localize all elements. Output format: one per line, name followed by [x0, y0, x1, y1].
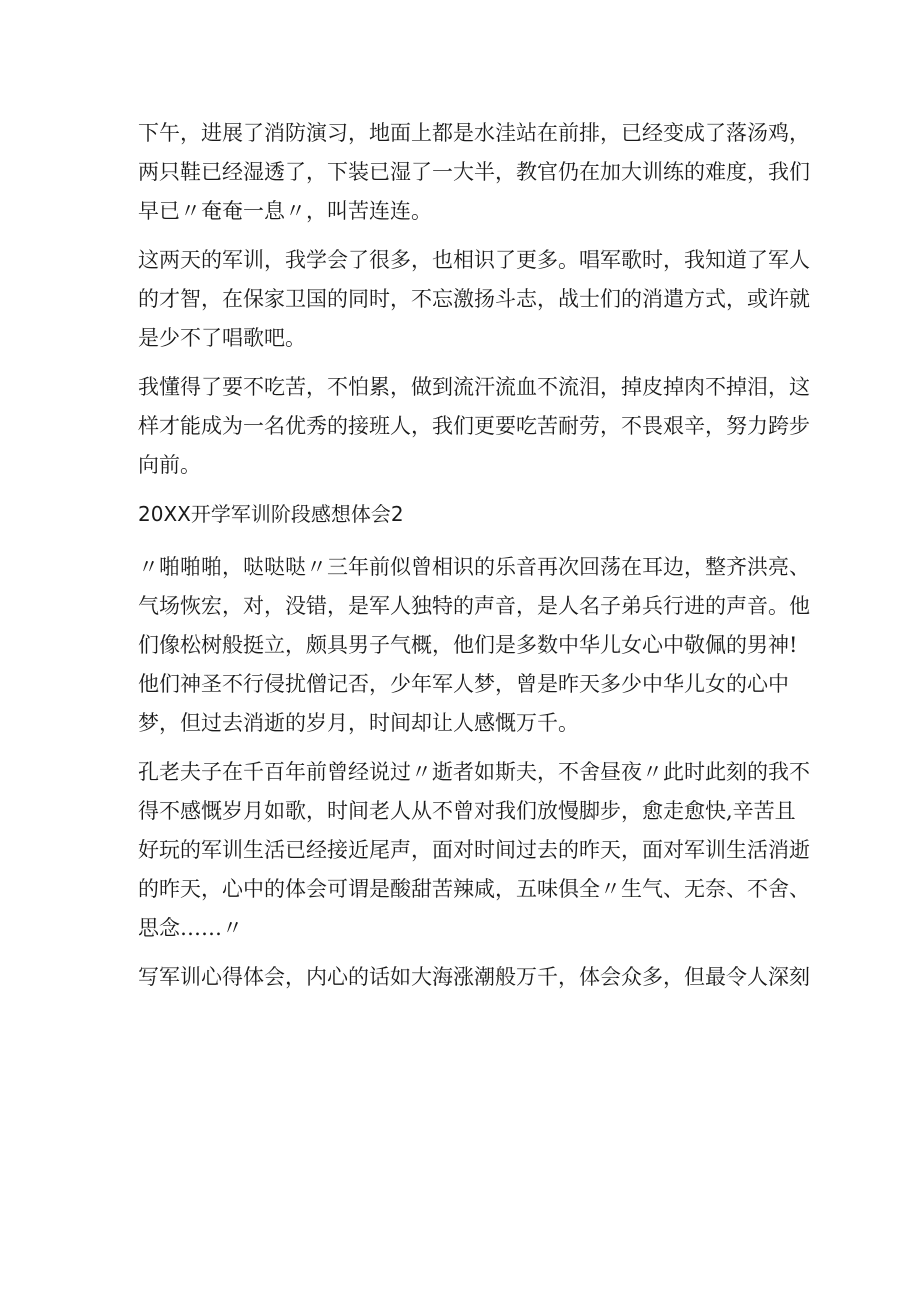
text-line: 〃啪啪啪，哒哒哒〃三年前似曾相识的乐音再次回荡在耳边，整齐洪亮、 [138, 555, 810, 579]
text-line: 两只鞋已经湿透了，下装已湿了一大半，教官仍在加大训练的难度，我们 [138, 160, 810, 184]
text-line: 我懂得了要不吃苦，不怕累，做到流汗流血不流泪，掉皮掉肉不掉泪，这 [138, 375, 810, 399]
text-line: 的才智，在保家卫国的同时，不忘激扬斗志，战士们的消遣方式，或许就 [138, 287, 810, 311]
text-line: 这两天的军训，我学会了很多，也相识了更多。唱军歌时，我知道了军人 [138, 248, 810, 272]
text-line: 气场恢宏，对，没错，是军人独特的声音，是人名子弟兵行进的声音。他 [138, 594, 810, 618]
text-line: 他们神圣不行侵扰僧记否，少年军人梦，曾是昨天多少中华儿女的心中 [138, 672, 789, 696]
text-line: 早已〃奄奄一息〃，叫苦连连。 [138, 199, 432, 223]
text-line: 向前。 [138, 453, 201, 477]
paragraph-4 [138, 548, 810, 743]
paragraph-6 [138, 958, 810, 997]
paragraph-3 [138, 368, 810, 485]
text-line: 的昨天，心中的体会可谓是酸甜苦辣咸，五味俱全〃生气、无奈、不舍、 [138, 877, 810, 901]
text-line: 下午，进展了消防演习，地面上都是水洼站在前排，已经变成了落汤鸡， [138, 121, 810, 145]
text-line: 思念……〃 [138, 916, 243, 940]
text-line: 孔老夫子在千百年前曾经说过〃逝者如斯夫，不舍昼夜〃此时此刻的我不 [138, 760, 810, 784]
text-line: 得不感慨岁月如歌，时间老人从不曾对我们放慢脚步，愈走愈快,辛苦且 [138, 799, 796, 823]
paragraph-2 [138, 241, 810, 358]
section-heading: 20XX开学军训阶段感想体会2 [138, 502, 404, 526]
text-line: 写军训心得体会，内心的话如大海涨潮般万千，体会众多，但最令人深刻 [138, 965, 810, 989]
text-line: 梦，但过去消逝的岁月，时间却让人感慨万千。 [138, 711, 579, 735]
text-line: 样才能成为一名优秀的接班人，我们更要吃苦耐劳，不畏艰辛，努力跨步 [138, 414, 810, 438]
paragraph-1 [138, 114, 810, 231]
text-line: 们像松树般挺立，颇具男子气概，他们是多数中华儿女心中敬佩的男神! [138, 633, 798, 657]
paragraph-5 [138, 753, 810, 948]
document-body [138, 114, 810, 1007]
text-line: 好玩的军训生活已经接近尾声，面对时间过去的昨天，面对军训生活消逝 [138, 838, 810, 862]
text-line: 是少不了唱歌吧。 [138, 326, 306, 350]
